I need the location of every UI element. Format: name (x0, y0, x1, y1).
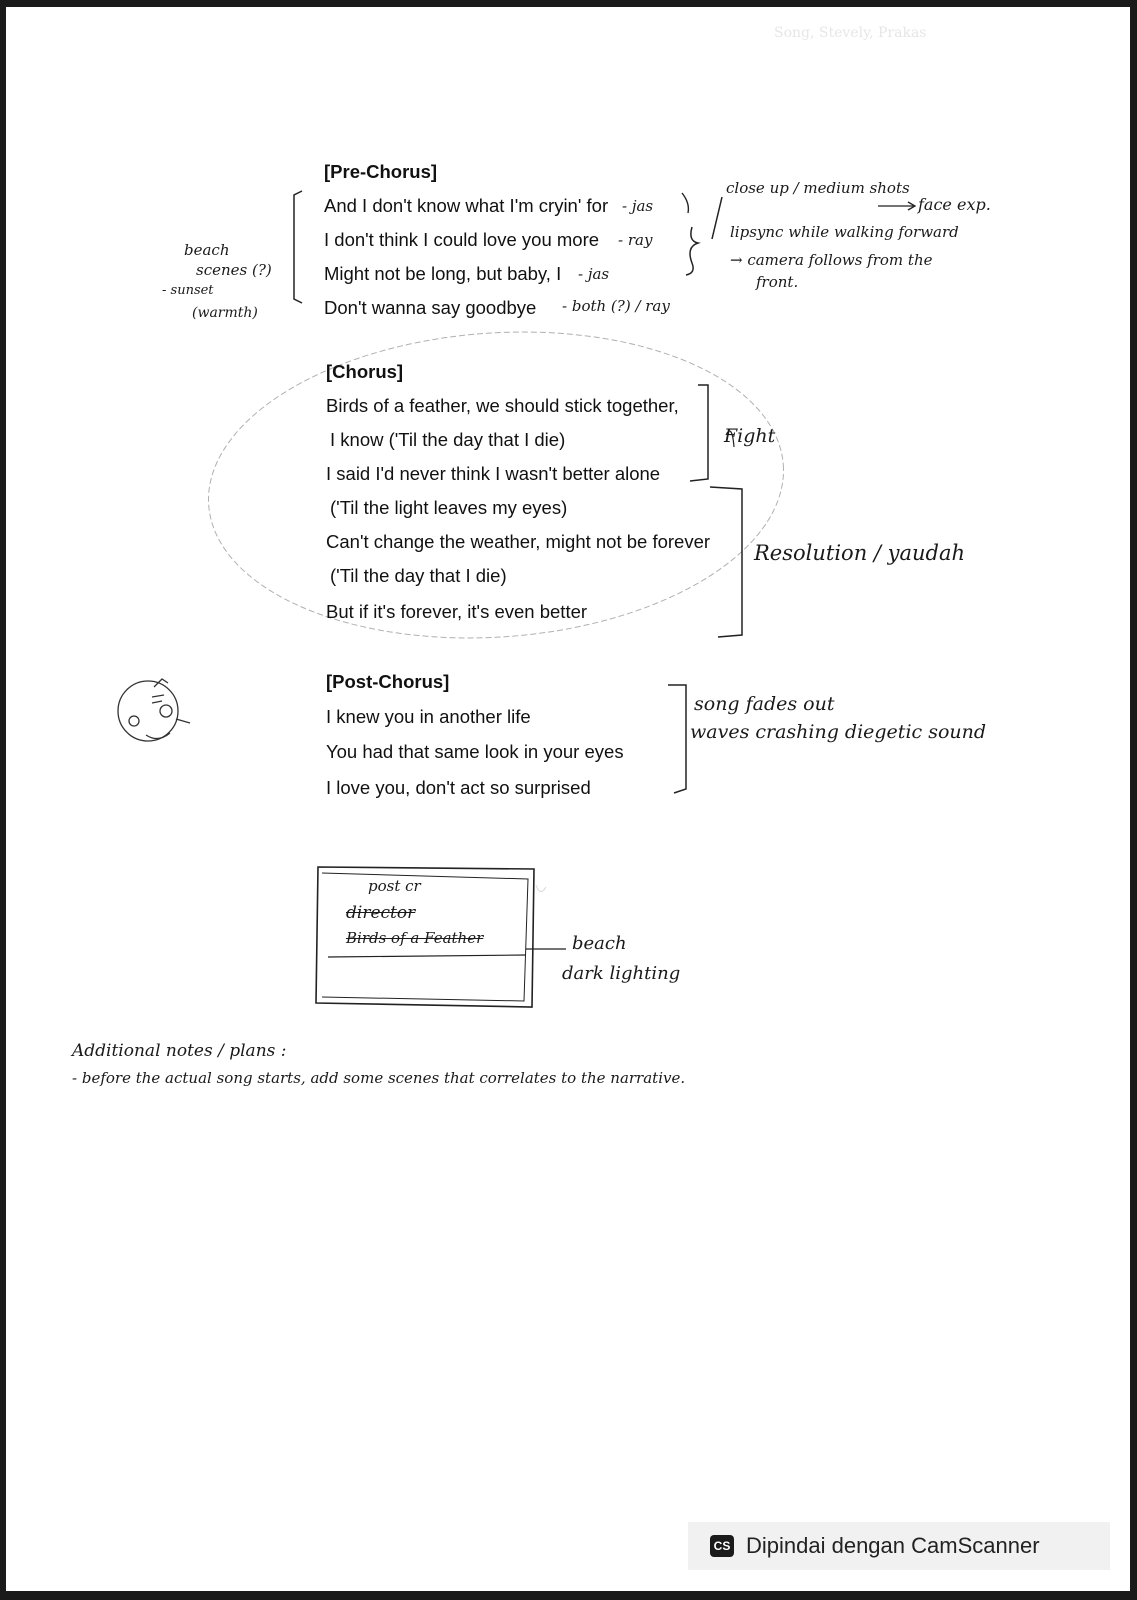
camscanner-text: Dipindai dengan CamScanner (746, 1533, 1040, 1558)
faint-header-text: Song, Stevely, Prakas (774, 25, 927, 41)
right-note-line: lipsync while walking forward (730, 223, 959, 241)
post-chorus-line: I knew you in another life (326, 706, 531, 727)
right-note-line: front. (756, 273, 799, 291)
chorus-line: Birds of a feather, we should stick together, (326, 395, 679, 416)
poster-note: beach (572, 933, 627, 954)
post-chorus-line: You had that same look in your eyes (326, 741, 624, 762)
chorus-line: I know ('Til the day that I die) (330, 429, 566, 450)
post-chorus-note: waves crashing diegetic sound (690, 721, 987, 743)
right-note-line: face exp. (918, 195, 991, 214)
left-note-line: beach (184, 241, 230, 259)
poster-note: dark lighting (562, 963, 681, 984)
post-chorus-note: song fades out (694, 693, 835, 715)
chorus-line: Can't change the weather, might not be forever (326, 531, 711, 552)
pre-chorus-line: Don't wanna say goodbye (324, 297, 537, 318)
chorus-line: I said I'd never think I wasn't better alone (326, 463, 661, 484)
singer-note: - ray (618, 231, 653, 249)
camscanner-badge (688, 1522, 1110, 1570)
right-note-line: close up / medium shots (726, 179, 910, 197)
post-chorus-line: I love you, don't act so surprised (326, 777, 591, 798)
chorus-line: But if it's forever, it's even better (326, 601, 588, 622)
chorus-line: ('Til the light leaves my eyes) (330, 497, 568, 518)
right-note-line: → camera follows from the (730, 251, 933, 269)
singer-note: - jas (622, 197, 654, 215)
additional-notes-item: - before the actual song starts, add some scenes that correlates to the narrative. (72, 1069, 686, 1087)
singer-note: - jas (578, 265, 610, 283)
pre-chorus-line: And I don't know what I'm cryin' for (324, 195, 609, 216)
resolution-note: Resolution / yaudah (754, 541, 966, 565)
poster-text: Birds of a Feather (346, 929, 484, 947)
camscanner-logo-icon: CS (710, 1535, 734, 1557)
left-note-line: scenes (?) (196, 261, 272, 279)
poster-text: post cr (368, 877, 421, 895)
left-note-line: (warmth) (192, 305, 258, 321)
scanned-page (6, 7, 1130, 1591)
face-doodle-icon (118, 679, 190, 741)
fight-note: Fight (724, 425, 776, 447)
chorus-line: ('Til the day that I die) (330, 565, 507, 586)
post-chorus-heading: [Post-Chorus] (326, 671, 450, 692)
additional-notes-title: Additional notes / plans : (72, 1041, 287, 1061)
poster-text: director (346, 903, 416, 923)
pre-chorus-line: Might not be long, but baby, I (324, 263, 562, 284)
chorus-heading: [Chorus] (326, 361, 404, 382)
left-note-line: - sunset (162, 283, 214, 298)
pre-chorus-line: I don't think I could love you more (324, 229, 600, 250)
pre-chorus-heading: [Pre-Chorus] (324, 161, 438, 182)
singer-note: - both (?) / ray (562, 297, 670, 315)
